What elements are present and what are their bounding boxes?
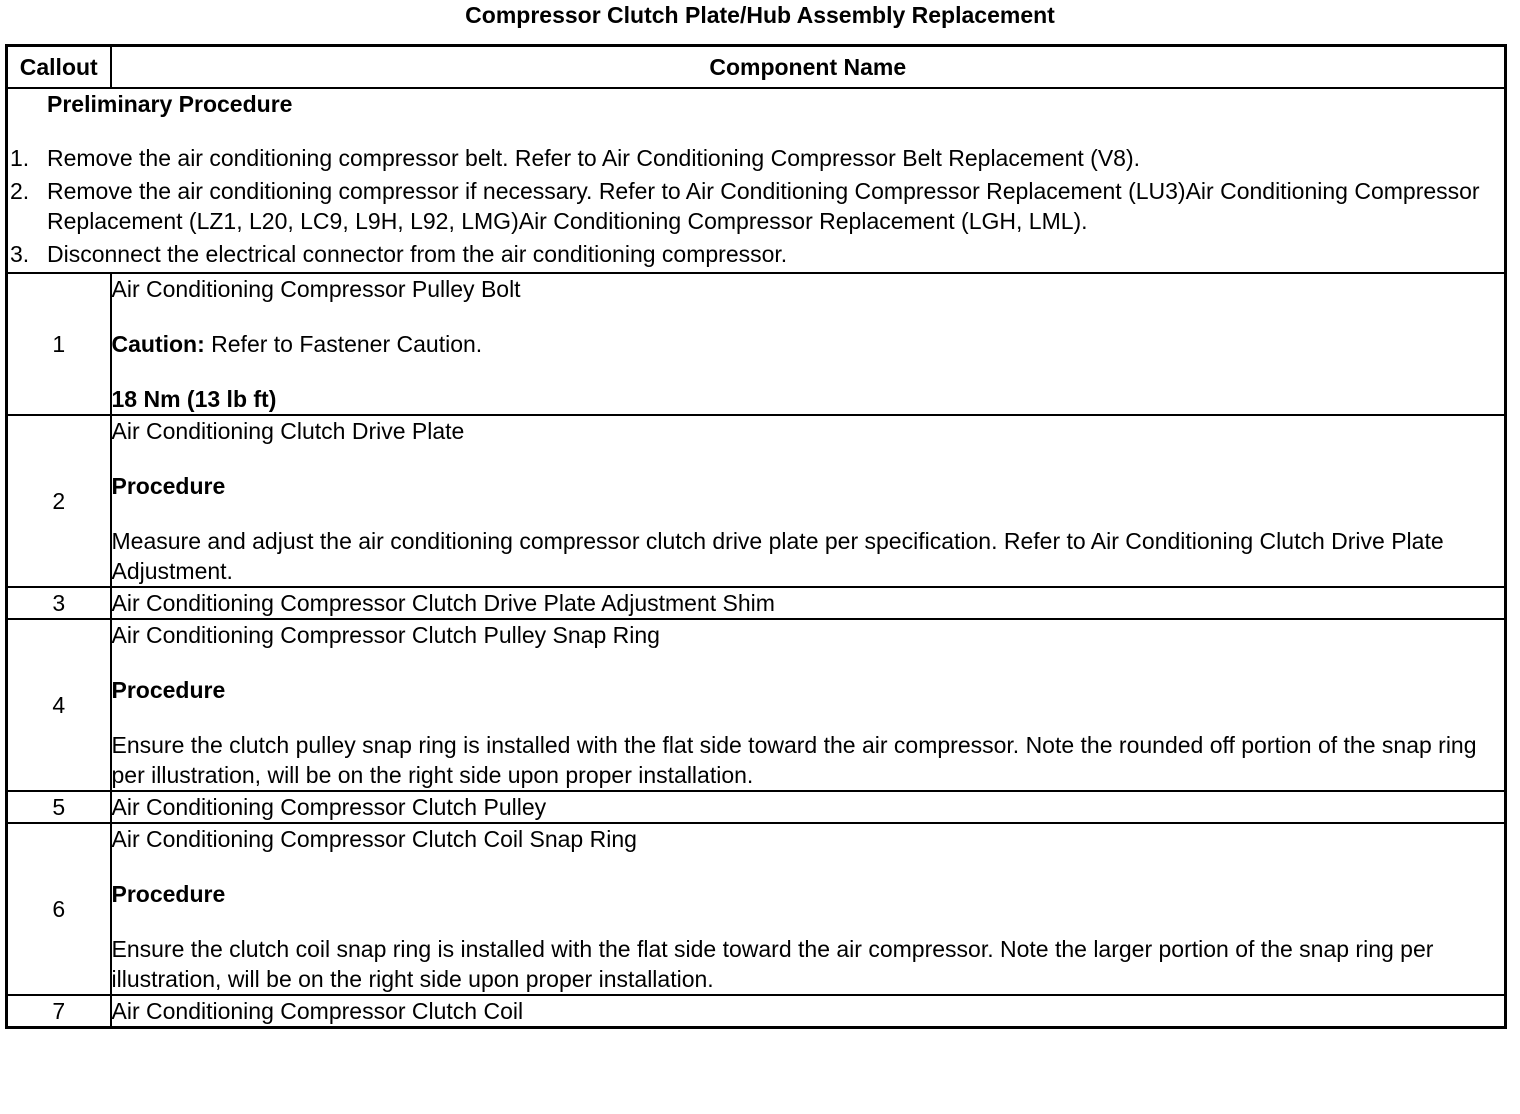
component-name: Air Conditioning Clutch Drive Plate <box>111 418 465 444</box>
step-number: 1. <box>10 145 30 171</box>
callout-cell: 5 <box>7 791 111 823</box>
callout-cell: 4 <box>7 619 111 791</box>
component-cell <box>111 415 1506 587</box>
component-name: Air Conditioning Compressor Clutch Drive Plate Adjustment Shim <box>111 590 775 616</box>
callout-column-header: Callout <box>7 46 111 89</box>
callout-cell: 7 <box>7 995 111 1028</box>
procedure-label: Procedure <box>111 473 226 499</box>
table-row <box>7 791 1506 823</box>
callout-cell: 1 <box>7 273 111 415</box>
preliminary-steps-list <box>8 143 1504 269</box>
table-row <box>7 273 1506 415</box>
preliminary-procedure-cell <box>7 88 1506 273</box>
component-name-column-header: Component Name <box>111 46 1506 89</box>
component-cell <box>111 587 1506 619</box>
torque-spec: 18 Nm (13 lb ft) <box>111 386 277 412</box>
component-table <box>5 44 1507 1029</box>
procedure-text: Ensure the clutch coil snap ring is installed with the flat side toward the air compressor. Note the larger portion of the snap ring per illustration, will be on the right side upon proper installation. <box>111 936 1434 992</box>
component-cell <box>111 619 1506 791</box>
table-header-row <box>7 46 1506 89</box>
caution-text: Refer to Fastener Caution. <box>204 331 483 357</box>
caution-note <box>112 329 1505 359</box>
step-text: Remove the air conditioning compressor belt. Refer to Air Conditioning Compressor Belt Replacement (V8). <box>47 145 1141 171</box>
step-text: Disconnect the electrical connector from the air conditioning compressor. <box>47 241 788 267</box>
component-cell <box>111 995 1506 1028</box>
component-name: Air Conditioning Compressor Pulley Bolt <box>111 276 521 302</box>
callout-cell: 2 <box>7 415 111 587</box>
preliminary-step <box>8 176 1504 236</box>
procedure-text: Ensure the clutch pulley snap ring is installed with the flat side toward the air compressor. Note the rounded off portion of the snap ring per illustration, will be on the right side upon proper installation. <box>111 732 1477 788</box>
table-row <box>7 619 1506 791</box>
component-name: Air Conditioning Compressor Clutch Coil Snap Ring <box>111 826 637 852</box>
table-row <box>7 995 1506 1028</box>
procedure-text: Measure and adjust the air conditioning compressor clutch drive plate per specification. Refer to Air Conditioning Clutch Drive Plate Adjustment. <box>111 528 1444 584</box>
component-cell <box>111 791 1506 823</box>
table-row <box>7 587 1506 619</box>
preliminary-step <box>8 239 1504 269</box>
table-row <box>7 823 1506 995</box>
component-cell <box>111 823 1506 995</box>
component-name: Air Conditioning Compressor Clutch Pulley <box>111 794 547 820</box>
procedure-label: Procedure <box>111 881 226 907</box>
document-title: Compressor Clutch Plate/Hub Assembly Replacement <box>465 2 1055 28</box>
component-name: Air Conditioning Compressor Clutch Coil <box>111 998 524 1024</box>
component-cell <box>111 273 1506 415</box>
component-name: Air Conditioning Compressor Clutch Pulley Snap Ring <box>111 622 660 648</box>
step-number: 2. <box>10 178 30 204</box>
preliminary-step <box>8 143 1504 173</box>
step-number: 3. <box>10 241 30 267</box>
table-row <box>7 415 1506 587</box>
preliminary-procedure-row <box>7 88 1506 273</box>
callout-cell: 6 <box>7 823 111 995</box>
procedure-label: Procedure <box>111 677 226 703</box>
step-text: Remove the air conditioning compressor if necessary. Refer to Air Conditioning Compressor Replacement (LU3)Air Conditioning Compressor Replacement (LZ1, L20, LC9, L9H, L92, LMG)Air Conditioning Compressor Replacement (LGH, LML). <box>47 178 1480 234</box>
callout-cell: 3 <box>7 587 111 619</box>
preliminary-procedure-title: Preliminary Procedure <box>47 91 293 117</box>
caution-label: Caution: <box>111 331 205 357</box>
